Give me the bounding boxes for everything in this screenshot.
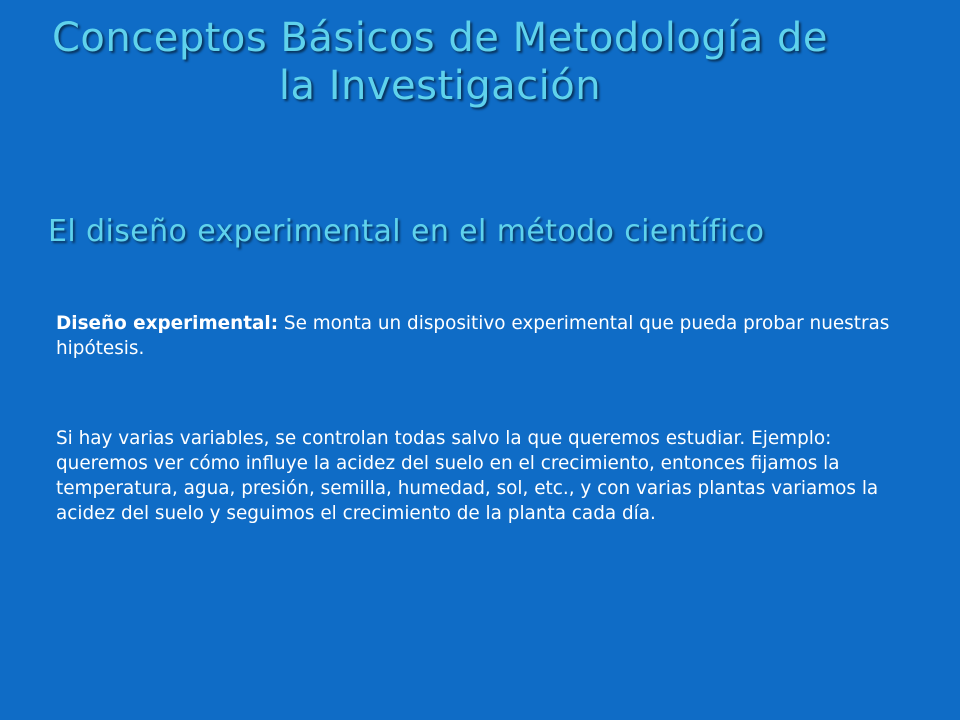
paragraph-experimental-design [56,311,926,361]
slide-subtitle: El diseño experimental en el método científico [48,214,765,249]
slide-title-line-2: la Investigación [278,63,602,109]
slide-title [40,14,840,110]
paragraph-lead-term: Diseño experimental: [56,313,279,334]
paragraph-definition-text: Se monta un dispositivo experimental que pueda probar nuestras hipótesis. [56,313,890,359]
paragraph-variables-example: Si hay varias variables, se controlan todas salvo la que queremos estudiar. Ejemplo: queremos ver cómo influye la acidez del suelo en el crecimiento, entonces fijamos la temperatura, agua, presión, semilla, humedad, sol, etc., y con varias plantas variamos la acidez del suelo y seguimos el crecimiento de la planta cada día. [56,428,879,524]
slide-title-line-1: Conceptos Básicos de Metodología de [51,15,829,61]
